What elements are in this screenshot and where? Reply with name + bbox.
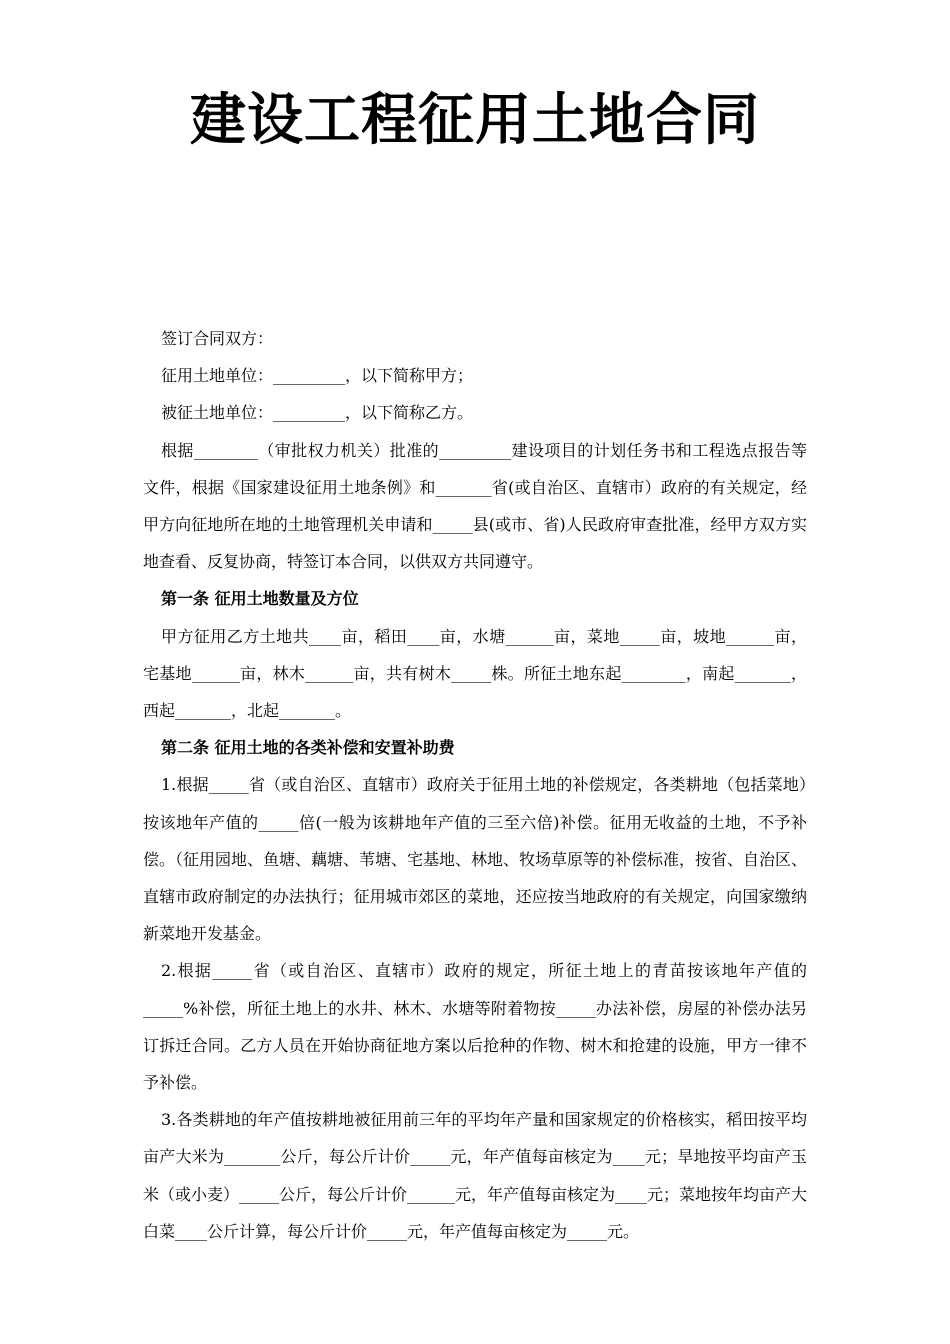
party-b-line: 被征土地单位：_________，以下简称乙方。 bbox=[161, 403, 474, 423]
party-a-line: 征用土地单位：_________，以下简称甲方； bbox=[161, 366, 474, 386]
article-2-item-2: 2.根据_____省（或自治区、直辖市）政府的规定，所征土地上的青苗按该地年产值的_____%补偿，所征土地上的水井、林木、水塘等附着物按_____办法补偿，房屋的补偿办法另订拆迁合同。乙方人员在开始协商征地方案以后抢种的作物、树木和抢建的设施，甲方一律不予补偿。 bbox=[143, 961, 807, 1093]
article-2-item-3: 3.各类耕地的年产值按耕地被征用前三年的平均年产量和国家规定的价格核实，稻田按平均亩产大米为_______公斤，每公斤计价_____元，年产值每亩核定为____元；旱地按平均亩产玉米（或小麦）_____公斤，每公斤计价______元，年产值每亩核定为____元；菜地按年均亩产大白菜____公斤计算，每公斤计价_____元，年产值每亩核定为_____元。 bbox=[143, 1110, 808, 1241]
preamble-paragraph: 根据________（审批权力机关）批准的_________建设项目的计划任务书和工程选点报告等文件，根据《国家建设征用土地条例》和_______省(或自治区、直辖市）政府的有关规定，经甲方向征地所在地的土地管理机关申请和_____县(或市、省)人民政府审查批准，经甲方双方实地查看、反复协商，特签订本合同，以供双方共同遵守。 bbox=[143, 440, 807, 572]
document-body bbox=[143, 320, 807, 1250]
article-2-item-1: 1.根据_____省（或自治区、直辖市）政府关于征用土地的补偿规定，各类耕地（包括菜地）按该地年产值的_____倍(一般为该耕地年产值的三至六倍)补偿。征用无收益的土地，不予补偿。（征用园地、鱼塘、藕塘、苇塘、宅基地、林地、牧场草原等的补偿标准，按省、自治区、直辖市政府制定的办法执行；征用城市郊区的菜地，还应按当地政府的有关规定，向国家缴纳新菜地开发基金。 bbox=[143, 775, 808, 944]
parties-intro: 签订合同双方： bbox=[161, 329, 274, 348]
article-1-heading: 第一条 征用土地数量及方位 bbox=[161, 589, 359, 609]
article-2-heading: 第二条 征用土地的各类补偿和安置补助费 bbox=[161, 738, 455, 758]
document-title: 建设工程征用土地合同 bbox=[190, 87, 760, 153]
article-1-body: 甲方征用乙方土地共____亩，稻田____亩，水塘______亩，菜地_____亩，坡地______亩，宅基地______亩，林木______亩，共有树木_____株。所征土地东起________，南起_______，西起_______，北起_______。 bbox=[143, 626, 807, 721]
